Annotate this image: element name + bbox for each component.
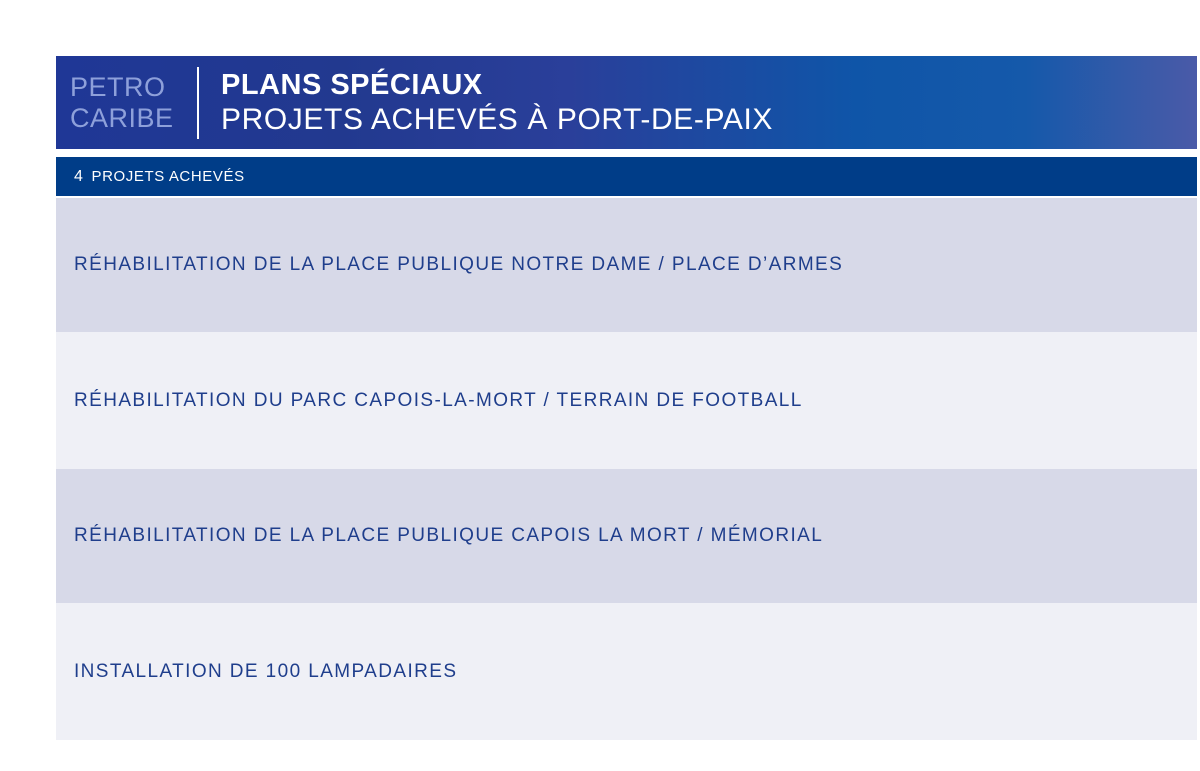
brand-line-1: PETRO [70,71,166,102]
page-title: PLANS SPÉCIAUX [221,69,483,101]
project-list [56,198,1197,740]
brand-logo [56,72,179,134]
project-name: RÉHABILITATION DE LA PLACE PUBLIQUE NOTRE DAME / PLACE D’ARMES [74,254,844,275]
document-panel [56,56,1197,740]
project-count-label: PROJETS ACHEVÉS [91,168,245,185]
page-subtitle: PROJETS ACHEVÉS À PORT-DE-PAIX [221,103,774,136]
list-item [56,469,1197,603]
project-name: RÉHABILITATION DU PARC CAPOIS-LA-MORT / TERRAIN DE FOOTBALL [74,389,803,411]
project-name: RÉHABILITATION DE LA PLACE PUBLIQUE CAPOIS LA MORT / MÉMORIAL [74,525,824,546]
header-divider [197,67,199,139]
project-count-bar [56,157,1197,196]
list-item [56,332,1197,469]
header-banner [56,56,1197,149]
header-titles [221,68,773,137]
list-item [56,198,1197,332]
project-count: 4 [74,167,84,185]
brand-line-2: CARIBE [70,102,174,133]
project-name: INSTALLATION DE 100 LAMPADAIRES [74,660,458,682]
list-item [56,603,1197,740]
